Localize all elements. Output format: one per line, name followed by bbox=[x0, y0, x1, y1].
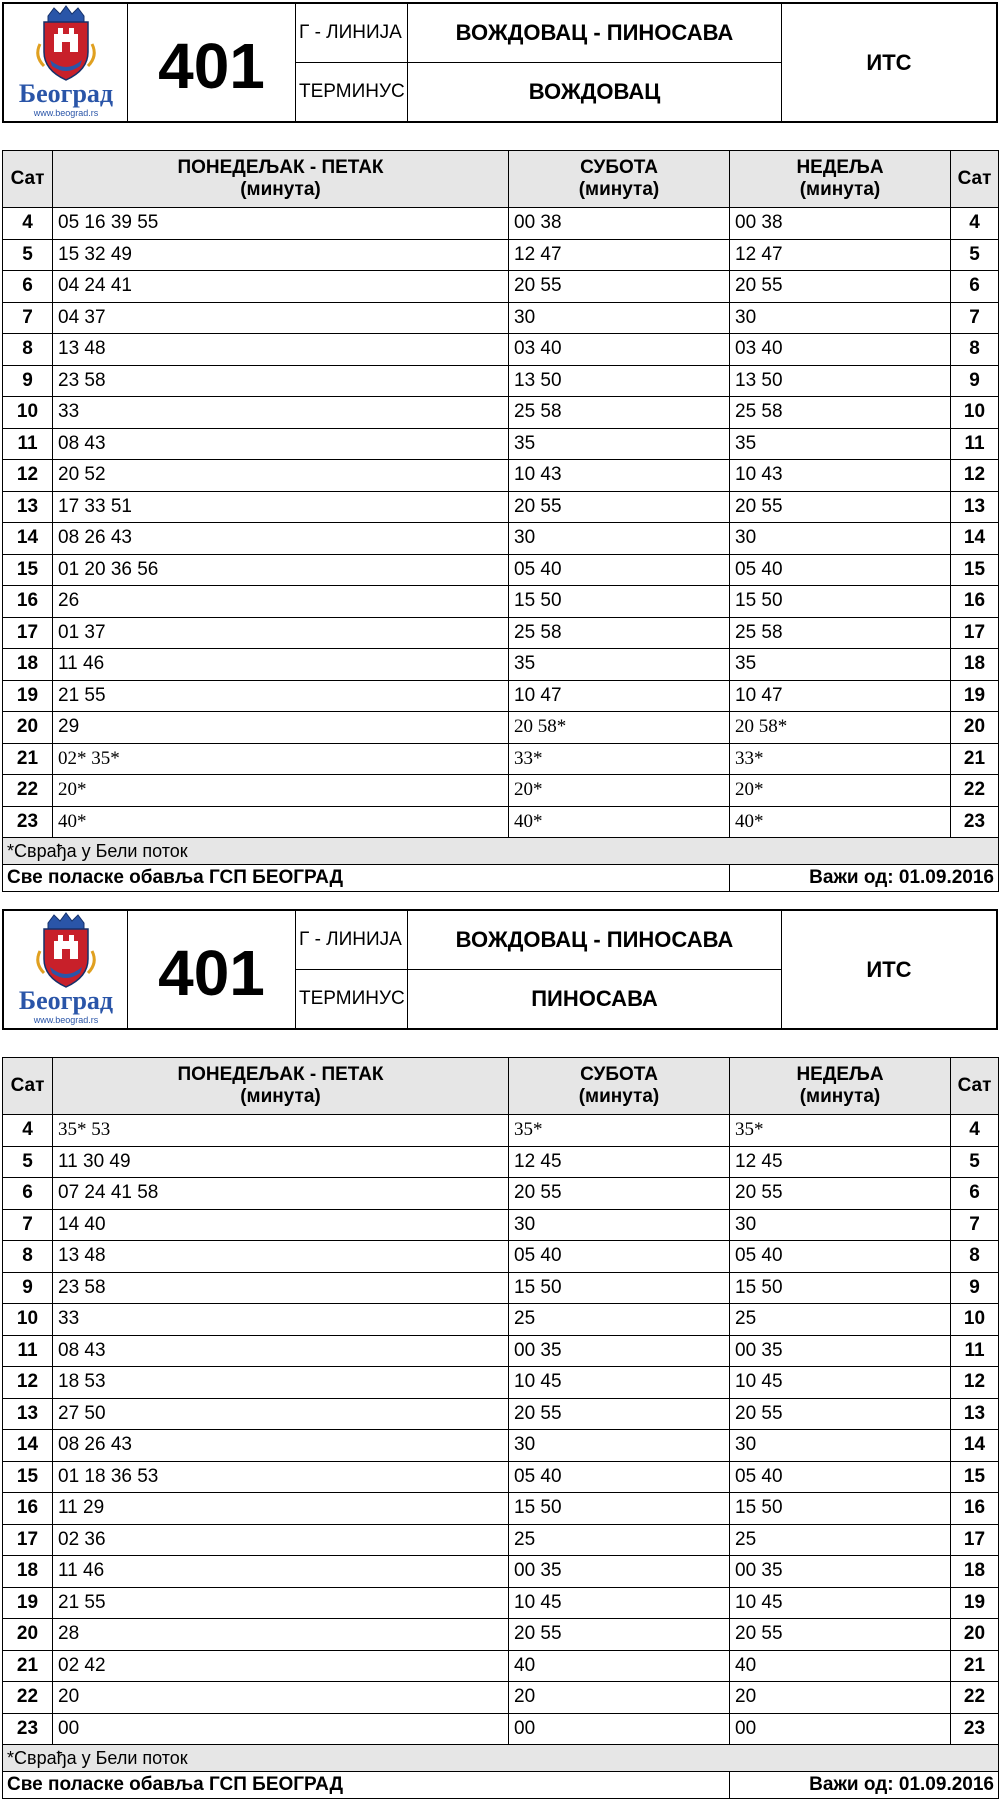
weekday-minutes: 33 bbox=[53, 397, 509, 429]
hour-cell: 20 bbox=[3, 712, 53, 744]
weekday-minutes: 11 46 bbox=[53, 649, 509, 681]
saturday-minutes: 05 40 bbox=[509, 1241, 730, 1273]
hour-cell: 11 bbox=[3, 428, 53, 460]
saturday-minutes: 10 45 bbox=[509, 1367, 730, 1399]
sunday-minutes: 33* bbox=[730, 743, 951, 775]
operator-name: ИТС bbox=[866, 49, 912, 75]
hour-cell: 22 bbox=[3, 775, 53, 807]
belgrade-coat-of-arms-icon bbox=[4, 4, 128, 121]
hour-cell-right: 12 bbox=[951, 460, 999, 492]
hour-cell: 10 bbox=[3, 397, 53, 429]
note-row bbox=[3, 838, 999, 865]
sunday-header: НЕДЕЉА (минута) bbox=[730, 1058, 951, 1115]
saturday-minutes: 15 50 bbox=[509, 1493, 730, 1525]
table-row bbox=[3, 1619, 999, 1651]
hour-cell: 23 bbox=[3, 1713, 53, 1745]
hour-cell-right: 8 bbox=[951, 334, 999, 366]
sunday-minutes: 25 bbox=[730, 1524, 951, 1556]
weekday-minutes: 20 52 bbox=[53, 460, 509, 492]
weekday-header: ПОНЕДЕЉАК - ПЕТАК (минута) bbox=[53, 151, 509, 208]
sunday-minutes: 25 58 bbox=[730, 397, 951, 429]
belgrade-logo bbox=[4, 4, 128, 121]
saturday-minutes: 25 bbox=[509, 1304, 730, 1336]
weekday-minutes: 14 40 bbox=[53, 1209, 509, 1241]
table-row bbox=[3, 680, 999, 712]
hour-cell: 13 bbox=[3, 1398, 53, 1430]
sunday-minutes: 15 50 bbox=[730, 1493, 951, 1525]
route-name: ВОЖДОВАЦ - ПИНОСАВА bbox=[408, 4, 782, 63]
hour-cell-right: 4 bbox=[951, 1115, 999, 1147]
saturday-minutes: 40 bbox=[509, 1650, 730, 1682]
saturday-minutes: 30 bbox=[509, 302, 730, 334]
saturday-minutes: 12 45 bbox=[509, 1146, 730, 1178]
hour-cell-right: 14 bbox=[951, 523, 999, 555]
hour-cell-right: 23 bbox=[951, 1713, 999, 1745]
table-row bbox=[3, 397, 999, 429]
hour-cell: 4 bbox=[3, 1115, 53, 1147]
hour-cell: 12 bbox=[3, 1367, 53, 1399]
weekday-header: ПОНЕДЕЉАК - ПЕТАК (минута) bbox=[53, 1058, 509, 1115]
sunday-minutes: 35 bbox=[730, 428, 951, 460]
saturday-minutes: 00 38 bbox=[509, 208, 730, 240]
table-row bbox=[3, 365, 999, 397]
weekday-minutes: 08 26 43 bbox=[53, 1430, 509, 1462]
hour-cell: 12 bbox=[3, 460, 53, 492]
sunday-minutes: 00 bbox=[730, 1713, 951, 1745]
saturday-minutes: 13 50 bbox=[509, 365, 730, 397]
sunday-minutes: 20 55 bbox=[730, 1619, 951, 1651]
hour-cell-right: 9 bbox=[951, 1272, 999, 1304]
hour-cell: 10 bbox=[3, 1304, 53, 1336]
saturday-minutes: 35 bbox=[509, 428, 730, 460]
saturday-minutes: 05 40 bbox=[509, 554, 730, 586]
hour-cell-right: 19 bbox=[951, 680, 999, 712]
hour-cell-right: 15 bbox=[951, 1461, 999, 1493]
table-row bbox=[3, 1713, 999, 1745]
weekday-minutes: 01 20 36 56 bbox=[53, 554, 509, 586]
saturday-minutes: 20* bbox=[509, 775, 730, 807]
hour-cell-right: 13 bbox=[951, 491, 999, 523]
svg-text:www.beograd.rs: www.beograd.rs bbox=[33, 1015, 99, 1025]
hour-cell: 21 bbox=[3, 743, 53, 775]
table-row bbox=[3, 617, 999, 649]
hour-cell-right: 17 bbox=[951, 1524, 999, 1556]
hour-cell-right: 10 bbox=[951, 397, 999, 429]
weekday-minutes: 07 24 41 58 bbox=[53, 1178, 509, 1210]
hour-header-right: Сат bbox=[951, 1058, 999, 1115]
hour-cell: 14 bbox=[3, 523, 53, 555]
table-row bbox=[3, 586, 999, 618]
saturday-minutes: 00 35 bbox=[509, 1556, 730, 1588]
hour-cell-right: 19 bbox=[951, 1587, 999, 1619]
weekday-minutes: 11 29 bbox=[53, 1493, 509, 1525]
saturday-minutes: 05 40 bbox=[509, 1461, 730, 1493]
sunday-minutes: 10 43 bbox=[730, 460, 951, 492]
table-row bbox=[3, 554, 999, 586]
sunday-minutes: 40 bbox=[730, 1650, 951, 1682]
weekday-minutes: 29 bbox=[53, 712, 509, 744]
sunday-minutes: 20 55 bbox=[730, 271, 951, 303]
note-text: *Сврађа у Бели поток bbox=[3, 838, 999, 865]
sunday-minutes: 20* bbox=[730, 775, 951, 807]
hour-cell: 13 bbox=[3, 491, 53, 523]
saturday-minutes: 20 55 bbox=[509, 1178, 730, 1210]
hour-cell-right: 18 bbox=[951, 649, 999, 681]
table-row bbox=[3, 1272, 999, 1304]
hour-cell-right: 14 bbox=[951, 1430, 999, 1462]
terminus-label: ТЕРМИНУС bbox=[296, 63, 408, 121]
table-row bbox=[3, 523, 999, 555]
saturday-minutes: 20 bbox=[509, 1682, 730, 1714]
sunday-minutes: 13 50 bbox=[730, 365, 951, 397]
note-row bbox=[3, 1745, 999, 1772]
saturday-minutes: 12 47 bbox=[509, 239, 730, 271]
weekday-minutes: 28 bbox=[53, 1619, 509, 1651]
weekday-minutes: 08 43 bbox=[53, 1335, 509, 1367]
hour-cell-right: 20 bbox=[951, 712, 999, 744]
saturday-minutes: 25 bbox=[509, 1524, 730, 1556]
table-row bbox=[3, 1524, 999, 1556]
hour-cell-right: 18 bbox=[951, 1556, 999, 1588]
sunday-minutes: 05 40 bbox=[730, 1241, 951, 1273]
saturday-minutes: 30 bbox=[509, 1209, 730, 1241]
hour-cell: 11 bbox=[3, 1335, 53, 1367]
hour-cell: 7 bbox=[3, 1209, 53, 1241]
saturday-minutes: 10 45 bbox=[509, 1587, 730, 1619]
weekday-minutes: 13 48 bbox=[53, 1241, 509, 1273]
hour-cell-right: 21 bbox=[951, 743, 999, 775]
table-row bbox=[3, 1146, 999, 1178]
hour-cell: 23 bbox=[3, 806, 53, 838]
hour-cell: 4 bbox=[3, 208, 53, 240]
hour-cell: 14 bbox=[3, 1430, 53, 1462]
footer-valid-from: Важи од: 01.09.2016 bbox=[730, 1772, 999, 1799]
table-row bbox=[3, 1493, 999, 1525]
weekday-minutes: 23 58 bbox=[53, 1272, 509, 1304]
saturday-minutes: 10 47 bbox=[509, 680, 730, 712]
weekday-minutes: 26 bbox=[53, 586, 509, 618]
hour-cell: 16 bbox=[3, 1493, 53, 1525]
table-row bbox=[3, 460, 999, 492]
svg-text:Београд: Београд bbox=[18, 79, 114, 108]
hour-cell: 17 bbox=[3, 617, 53, 649]
table-row bbox=[3, 334, 999, 366]
weekday-minutes: 08 43 bbox=[53, 428, 509, 460]
weekday-minutes: 13 48 bbox=[53, 334, 509, 366]
hour-cell: 19 bbox=[3, 1587, 53, 1619]
saturday-minutes: 20 58* bbox=[509, 712, 730, 744]
hour-cell: 8 bbox=[3, 1241, 53, 1273]
hour-cell-right: 5 bbox=[951, 239, 999, 271]
sunday-minutes: 05 40 bbox=[730, 554, 951, 586]
saturday-minutes: 30 bbox=[509, 523, 730, 555]
saturday-minutes: 30 bbox=[509, 1430, 730, 1462]
saturday-minutes: 20 55 bbox=[509, 1619, 730, 1651]
sunday-minutes: 30 bbox=[730, 302, 951, 334]
terminus-name: ПИНОСАВА bbox=[408, 970, 782, 1028]
hour-cell: 22 bbox=[3, 1682, 53, 1714]
schedule-header bbox=[2, 909, 998, 1030]
svg-text:Београд: Београд bbox=[18, 986, 114, 1015]
hour-cell-right: 8 bbox=[951, 1241, 999, 1273]
table-row bbox=[3, 1367, 999, 1399]
timetable-header-row bbox=[3, 1058, 999, 1115]
sunday-minutes: 20 55 bbox=[730, 491, 951, 523]
hour-cell-right: 22 bbox=[951, 1682, 999, 1714]
saturday-minutes: 20 55 bbox=[509, 1398, 730, 1430]
table-row bbox=[3, 1304, 999, 1336]
sunday-minutes: 20 55 bbox=[730, 1178, 951, 1210]
weekday-minutes: 01 18 36 53 bbox=[53, 1461, 509, 1493]
table-row bbox=[3, 1115, 999, 1147]
weekday-minutes: 21 55 bbox=[53, 680, 509, 712]
saturday-minutes: 00 bbox=[509, 1713, 730, 1745]
table-row bbox=[3, 1335, 999, 1367]
table-row bbox=[3, 1178, 999, 1210]
hour-cell: 19 bbox=[3, 680, 53, 712]
hour-cell-right: 17 bbox=[951, 617, 999, 649]
sunday-minutes: 20 58* bbox=[730, 712, 951, 744]
sunday-minutes: 12 45 bbox=[730, 1146, 951, 1178]
weekday-minutes: 40* bbox=[53, 806, 509, 838]
svg-text:www.beograd.rs: www.beograd.rs bbox=[33, 108, 99, 118]
line-label: Г - ЛИНИЈА bbox=[296, 4, 408, 63]
hour-cell: 20 bbox=[3, 1619, 53, 1651]
table-row bbox=[3, 302, 999, 334]
table-row bbox=[3, 1461, 999, 1493]
table-row bbox=[3, 1587, 999, 1619]
weekday-minutes: 27 50 bbox=[53, 1398, 509, 1430]
hour-cell: 18 bbox=[3, 649, 53, 681]
hour-cell: 6 bbox=[3, 1178, 53, 1210]
table-row bbox=[3, 428, 999, 460]
sunday-minutes: 15 50 bbox=[730, 586, 951, 618]
hour-cell-right: 22 bbox=[951, 775, 999, 807]
terminus-name: ВОЖДОВАЦ bbox=[408, 63, 782, 121]
saturday-minutes: 33* bbox=[509, 743, 730, 775]
saturday-header: СУБОТА (минута) bbox=[509, 1058, 730, 1115]
weekday-minutes: 04 24 41 bbox=[53, 271, 509, 303]
operator-name: ИТС bbox=[866, 956, 912, 982]
weekday-minutes: 20* bbox=[53, 775, 509, 807]
hour-header-right: Сат bbox=[951, 151, 999, 208]
table-row bbox=[3, 712, 999, 744]
hour-cell: 5 bbox=[3, 239, 53, 271]
hour-cell-right: 21 bbox=[951, 1650, 999, 1682]
hour-cell: 9 bbox=[3, 1272, 53, 1304]
weekday-minutes: 23 58 bbox=[53, 365, 509, 397]
hour-cell-right: 6 bbox=[951, 1178, 999, 1210]
sunday-minutes: 10 45 bbox=[730, 1587, 951, 1619]
saturday-minutes: 03 40 bbox=[509, 334, 730, 366]
weekday-minutes: 00 bbox=[53, 1713, 509, 1745]
footer-operator: Све поласке обавља ГСП БЕОГРАД bbox=[3, 1772, 730, 1799]
weekday-minutes: 35* 53 bbox=[53, 1115, 509, 1147]
footer-valid-from: Важи од: 01.09.2016 bbox=[730, 865, 999, 892]
hour-cell: 8 bbox=[3, 334, 53, 366]
sunday-minutes: 00 38 bbox=[730, 208, 951, 240]
hour-cell: 9 bbox=[3, 365, 53, 397]
saturday-minutes: 15 50 bbox=[509, 1272, 730, 1304]
hour-cell-right: 7 bbox=[951, 302, 999, 334]
hour-header: Сат bbox=[3, 151, 53, 208]
weekday-minutes: 04 37 bbox=[53, 302, 509, 334]
hour-cell-right: 13 bbox=[951, 1398, 999, 1430]
weekday-minutes: 21 55 bbox=[53, 1587, 509, 1619]
table-row bbox=[3, 1650, 999, 1682]
table-row bbox=[3, 271, 999, 303]
hour-cell-right: 16 bbox=[951, 586, 999, 618]
footer-row bbox=[3, 1772, 999, 1799]
weekday-minutes: 02 36 bbox=[53, 1524, 509, 1556]
table-row bbox=[3, 1209, 999, 1241]
saturday-header: СУБОТА (минута) bbox=[509, 151, 730, 208]
sunday-minutes: 20 bbox=[730, 1682, 951, 1714]
hour-cell-right: 7 bbox=[951, 1209, 999, 1241]
hour-cell-right: 23 bbox=[951, 806, 999, 838]
saturday-minutes: 40* bbox=[509, 806, 730, 838]
hour-cell-right: 16 bbox=[951, 1493, 999, 1525]
saturday-minutes: 20 55 bbox=[509, 271, 730, 303]
sunday-minutes: 30 bbox=[730, 1209, 951, 1241]
timetable-header-row bbox=[3, 151, 999, 208]
hour-cell: 15 bbox=[3, 554, 53, 586]
belgrade-logo bbox=[4, 911, 128, 1028]
hour-cell-right: 6 bbox=[951, 271, 999, 303]
sunday-minutes: 35 bbox=[730, 649, 951, 681]
weekday-minutes: 20 bbox=[53, 1682, 509, 1714]
timetable bbox=[2, 150, 999, 892]
hour-cell: 16 bbox=[3, 586, 53, 618]
sunday-minutes: 30 bbox=[730, 523, 951, 555]
table-row bbox=[3, 239, 999, 271]
hour-cell: 17 bbox=[3, 1524, 53, 1556]
hour-cell-right: 4 bbox=[951, 208, 999, 240]
weekday-minutes: 18 53 bbox=[53, 1367, 509, 1399]
weekday-minutes: 33 bbox=[53, 1304, 509, 1336]
saturday-minutes: 25 58 bbox=[509, 617, 730, 649]
saturday-minutes: 35* bbox=[509, 1115, 730, 1147]
footer-row bbox=[3, 865, 999, 892]
table-row bbox=[3, 208, 999, 240]
hour-cell-right: 15 bbox=[951, 554, 999, 586]
weekday-minutes: 11 46 bbox=[53, 1556, 509, 1588]
saturday-minutes: 20 55 bbox=[509, 491, 730, 523]
table-row bbox=[3, 743, 999, 775]
hour-cell-right: 9 bbox=[951, 365, 999, 397]
sunday-minutes: 35* bbox=[730, 1115, 951, 1147]
hour-cell-right: 11 bbox=[951, 1335, 999, 1367]
terminus-label: ТЕРМИНУС bbox=[296, 970, 408, 1028]
hour-cell: 5 bbox=[3, 1146, 53, 1178]
note-text: *Сврађа у Бели поток bbox=[3, 1745, 999, 1772]
line-number: 401 bbox=[128, 911, 296, 1028]
table-row bbox=[3, 1398, 999, 1430]
sunday-minutes: 25 58 bbox=[730, 617, 951, 649]
sunday-minutes: 30 bbox=[730, 1430, 951, 1462]
table-row bbox=[3, 1682, 999, 1714]
table-row bbox=[3, 1241, 999, 1273]
weekday-minutes: 05 16 39 55 bbox=[53, 208, 509, 240]
table-row bbox=[3, 1430, 999, 1462]
table-row bbox=[3, 806, 999, 838]
line-number: 401 bbox=[128, 4, 296, 121]
hour-cell-right: 12 bbox=[951, 1367, 999, 1399]
weekday-minutes: 08 26 43 bbox=[53, 523, 509, 555]
footer-operator: Све поласке обавља ГСП БЕОГРАД bbox=[3, 865, 730, 892]
hour-cell-right: 10 bbox=[951, 1304, 999, 1336]
sunday-minutes: 00 35 bbox=[730, 1335, 951, 1367]
hour-header: Сат bbox=[3, 1058, 53, 1115]
hour-cell-right: 11 bbox=[951, 428, 999, 460]
sunday-minutes: 40* bbox=[730, 806, 951, 838]
sunday-minutes: 03 40 bbox=[730, 334, 951, 366]
weekday-minutes: 02* 35* bbox=[53, 743, 509, 775]
sunday-minutes: 00 35 bbox=[730, 1556, 951, 1588]
hour-cell: 15 bbox=[3, 1461, 53, 1493]
hour-cell: 18 bbox=[3, 1556, 53, 1588]
saturday-minutes: 15 50 bbox=[509, 586, 730, 618]
sunday-minutes: 05 40 bbox=[730, 1461, 951, 1493]
belgrade-coat-of-arms-icon bbox=[4, 911, 128, 1028]
table-row bbox=[3, 491, 999, 523]
table-row bbox=[3, 775, 999, 807]
timetable bbox=[2, 1057, 999, 1799]
saturday-minutes: 00 35 bbox=[509, 1335, 730, 1367]
table-row bbox=[3, 649, 999, 681]
weekday-minutes: 15 32 49 bbox=[53, 239, 509, 271]
weekday-minutes: 01 37 bbox=[53, 617, 509, 649]
sunday-minutes: 20 55 bbox=[730, 1398, 951, 1430]
hour-cell: 21 bbox=[3, 1650, 53, 1682]
weekday-minutes: 02 42 bbox=[53, 1650, 509, 1682]
weekday-minutes: 17 33 51 bbox=[53, 491, 509, 523]
sunday-minutes: 10 45 bbox=[730, 1367, 951, 1399]
route-name: ВОЖДОВАЦ - ПИНОСАВА bbox=[408, 911, 782, 970]
schedule-header bbox=[2, 2, 998, 123]
sunday-minutes: 25 bbox=[730, 1304, 951, 1336]
saturday-minutes: 25 58 bbox=[509, 397, 730, 429]
hour-cell-right: 5 bbox=[951, 1146, 999, 1178]
saturday-minutes: 35 bbox=[509, 649, 730, 681]
sunday-minutes: 12 47 bbox=[730, 239, 951, 271]
hour-cell: 7 bbox=[3, 302, 53, 334]
sunday-minutes: 10 47 bbox=[730, 680, 951, 712]
hour-cell: 6 bbox=[3, 271, 53, 303]
table-row bbox=[3, 1556, 999, 1588]
sunday-minutes: 15 50 bbox=[730, 1272, 951, 1304]
weekday-minutes: 11 30 49 bbox=[53, 1146, 509, 1178]
line-label: Г - ЛИНИЈА bbox=[296, 911, 408, 970]
hour-cell-right: 20 bbox=[951, 1619, 999, 1651]
saturday-minutes: 10 43 bbox=[509, 460, 730, 492]
sunday-header: НЕДЕЉА (минута) bbox=[730, 151, 951, 208]
